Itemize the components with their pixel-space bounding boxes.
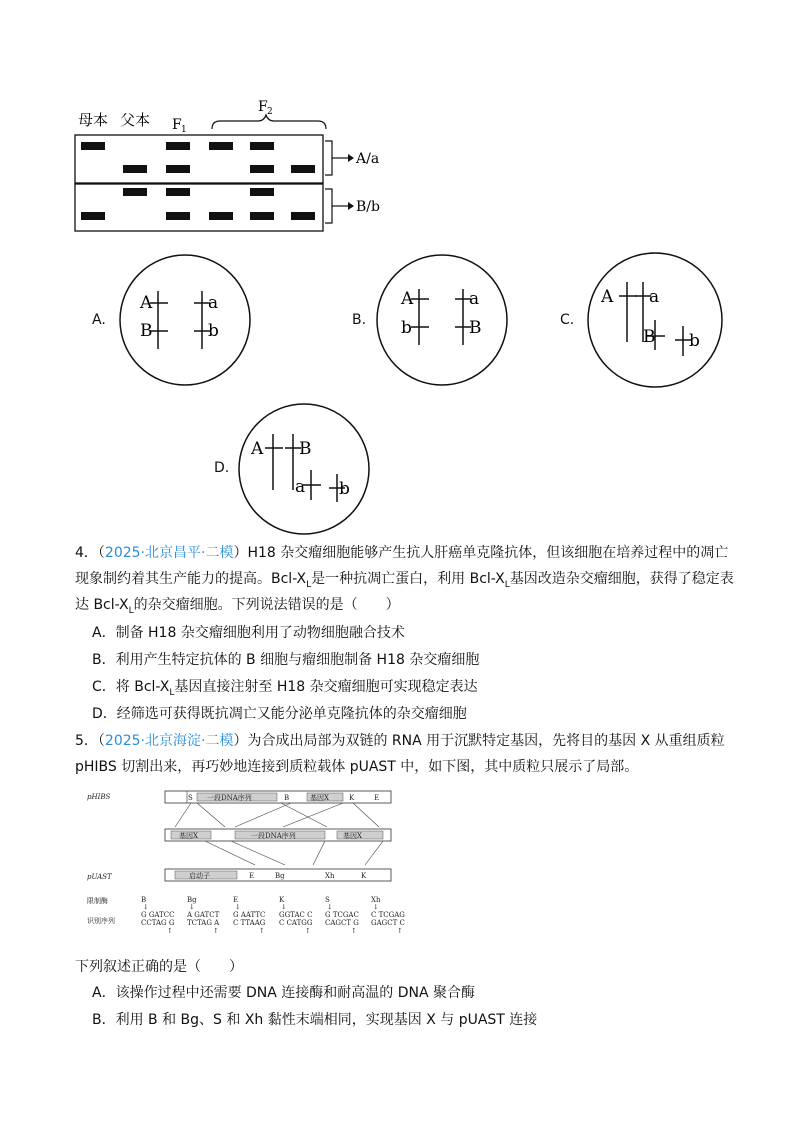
gel-figure <box>70 95 410 240</box>
lane-label-mother: 母本 <box>78 111 109 129</box>
cut-arrow-icon: ↑ <box>305 927 311 935</box>
f2-brace <box>212 115 326 129</box>
svg-text:A: A <box>140 293 153 313</box>
option-d-label: D. <box>214 460 230 476</box>
cut-arrow-icon: ↓ <box>373 903 379 911</box>
svg-text:b: b <box>689 331 700 351</box>
svg-text:B: B <box>299 439 312 459</box>
site-top-strand: G TCGAC <box>325 911 359 919</box>
svg-text:基因X: 基因X <box>310 794 329 802</box>
gel-bottom-box <box>75 184 323 231</box>
q5-source: 2025·北京海淀·二模 <box>104 733 234 749</box>
svg-text:B: B <box>284 794 290 802</box>
svg-text:A: A <box>401 289 414 309</box>
plasmid-figure <box>85 785 425 945</box>
svg-text:pUAST: pUAST <box>87 873 112 881</box>
site-top-strand: G GATCC <box>141 911 175 919</box>
svg-text:B: B <box>643 327 656 347</box>
cut-arrow-icon: ↑ <box>351 927 357 935</box>
site-bottom-strand: GAGCT C <box>371 919 405 927</box>
site-bottom-strand: CAGCT G <box>325 919 359 927</box>
option-d-cell <box>235 402 373 536</box>
lane-label-f2-sub: 2 <box>267 107 273 117</box>
svg-text:基因X: 基因X <box>179 832 198 840</box>
site-bottom-strand: C CATGG <box>279 919 313 927</box>
site-bottom-strand: CCTAG G <box>141 919 175 927</box>
svg-text:启动子: 启动子 <box>189 872 210 880</box>
site-bottom-strand: TCTAG A <box>187 919 220 927</box>
enzyme-name: B <box>141 896 147 904</box>
option-c-cell <box>585 250 725 390</box>
q5-option-a[interactable]: A．该操作过程中还需要 DNA 连接酶和耐高温的 DNA 聚合酶 <box>92 985 476 1001</box>
marker-bottom-label: B/b <box>356 199 380 215</box>
svg-text:一段DNA序列: 一段DNA序列 <box>207 794 252 802</box>
svg-text:B: B <box>140 321 153 341</box>
cut-arrow-icon: ↓ <box>327 903 333 911</box>
q4-option-c[interactable]: C．将 Bcl-$X_L$基因直接注射至 H18 杂交瘤细胞可实现稳定表达 <box>92 679 478 698</box>
marker-top-label: A/a <box>356 151 380 167</box>
cut-arrow-icon: ↑ <box>397 927 403 935</box>
svg-text:E: E <box>249 872 255 880</box>
cut-arrow-icon: ↓ <box>143 903 149 911</box>
svg-text:K: K <box>361 872 367 880</box>
svg-text:a: a <box>208 293 219 313</box>
svg-text:限制酶: 限制酶 <box>87 897 108 905</box>
svg-text:Xh: Xh <box>325 872 335 880</box>
svg-text:K: K <box>349 794 355 802</box>
lane-label-f2: F <box>258 99 268 115</box>
cut-arrow-icon: ↑ <box>259 927 265 935</box>
svg-text:pHIBS: pHIBS <box>87 793 111 801</box>
svg-text:识别序列: 识别序列 <box>87 917 115 925</box>
cut-arrow-icon: ↑ <box>167 927 173 935</box>
option-a-cell <box>118 253 252 387</box>
option-b-label: B. <box>352 312 367 328</box>
enzyme-name: Xh <box>371 896 381 904</box>
svg-text:B: B <box>469 318 482 338</box>
q4-option-a[interactable]: A．制备 H18 杂交瘤细胞利用了动物细胞融合技术 <box>92 625 405 641</box>
site-top-strand: G AATTC <box>233 911 266 919</box>
q5-question: 下列叙述正确的是（ ） <box>75 959 243 975</box>
q4-line2: 现象制约着其生产能力的提高。Bcl-$X_L$是一种抗凋亡蛋白，利用 Bcl-$X_L$基因改造杂交瘤细胞，获得了稳定表 <box>75 571 734 590</box>
svg-text:a: a <box>295 477 306 497</box>
q5-option-b[interactable]: B．利用 B 和 Bg、S 和 Xh 黏性末端相同，实现基因 X 与 pUAST 连接 <box>92 1012 538 1028</box>
q4-option-b[interactable]: B．利用产生特定抗体的 B 细胞与瘤细胞制备 H18 杂交瘤细胞 <box>92 652 480 668</box>
q4-source: 2025·北京昌平·二模 <box>104 545 234 561</box>
option-a-label: A. <box>92 312 106 328</box>
q5-line2: pHIBS 切割出来，再巧妙地连接到质粒载体 pUAST 中，如下图，其中质粒只展示了局部。 <box>75 759 639 775</box>
lane-label-f1: F <box>172 117 182 133</box>
svg-text:S: S <box>188 794 193 802</box>
svg-text:E: E <box>374 794 380 802</box>
svg-text:b: b <box>339 479 350 499</box>
enzyme-name: K <box>279 896 285 904</box>
cut-arrow-icon: ↓ <box>189 903 195 911</box>
site-bottom-strand: C TTAAG <box>233 919 266 927</box>
lane-label-father: 父本 <box>120 111 151 129</box>
cut-arrow-icon: ↓ <box>281 903 287 911</box>
enzyme-name: Bg <box>187 896 197 904</box>
site-top-strand: GGTAC C <box>279 911 313 919</box>
svg-text:A: A <box>601 287 614 307</box>
svg-text:a: a <box>649 287 660 307</box>
q4-option-d[interactable]: D．经筛选可获得既抗凋亡又能分泌单克隆抗体的杂交瘤细胞 <box>92 706 467 722</box>
enzyme-name: E <box>233 896 239 904</box>
q4-line1: 4．（2025·北京昌平·二模）H18 杂交瘤细胞能够产生抗人肝癌单克隆抗体，但该细胞在培养过程中的凋亡 <box>75 545 729 561</box>
svg-text:a: a <box>469 289 480 309</box>
svg-text:Bg: Bg <box>275 872 285 880</box>
svg-text:基因X: 基因X <box>343 832 362 840</box>
option-b-cell <box>375 253 509 387</box>
q4-line3: 达 Bcl-$X_L$的杂交瘤细胞。下列说法错误的是（ ） <box>75 597 400 616</box>
site-top-strand: A GATCT <box>187 911 220 919</box>
cut-arrow-icon: ↑ <box>213 927 219 935</box>
lane-label-f1-sub: 1 <box>181 125 187 135</box>
q5-line1: 5．（2025·北京海淀·二模）为合成出局部为双链的 RNA 用于沉默特定基因，先将目的基因 X 从重组质粒 <box>75 733 725 749</box>
gel-top-box <box>75 135 323 183</box>
enzyme-name: S <box>325 896 330 904</box>
svg-text:一段DNA序列: 一段DNA序列 <box>251 832 296 840</box>
site-top-strand: C TCGAG <box>371 911 405 919</box>
svg-text:A: A <box>251 439 264 459</box>
cut-arrow-icon: ↓ <box>235 903 241 911</box>
option-c-label: C. <box>560 312 575 328</box>
svg-text:b: b <box>208 321 219 341</box>
svg-text:b: b <box>401 318 412 338</box>
